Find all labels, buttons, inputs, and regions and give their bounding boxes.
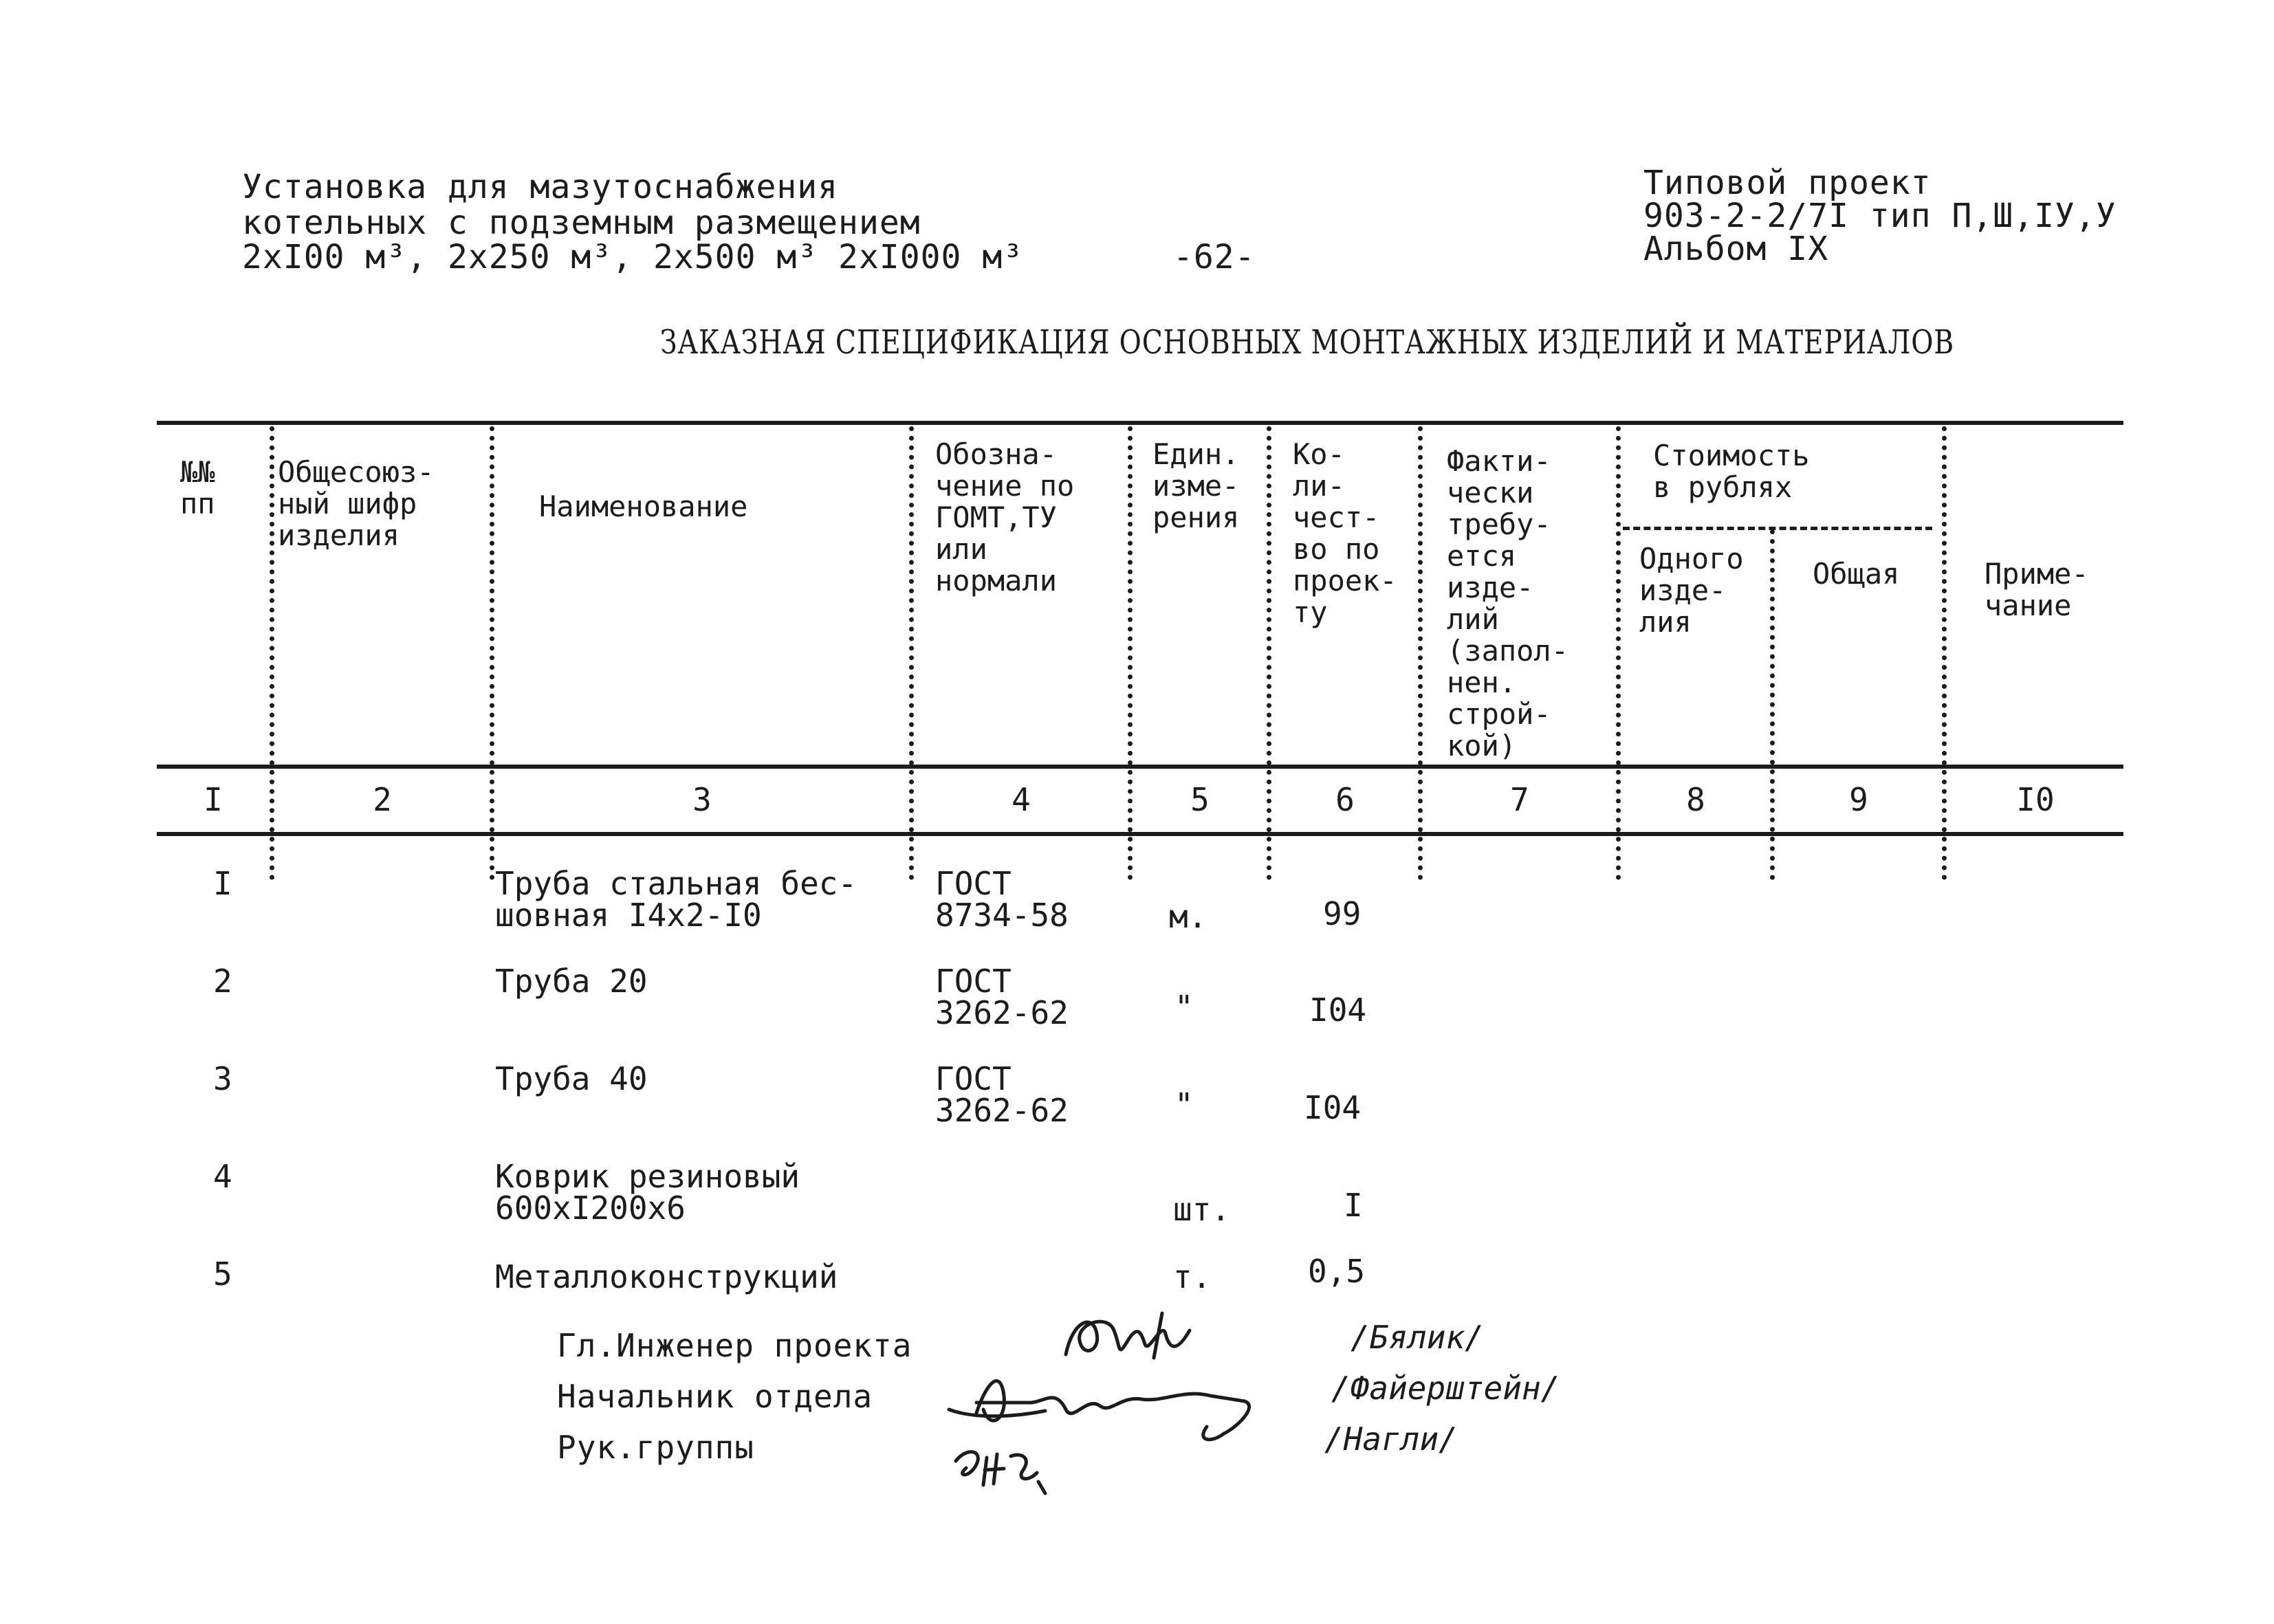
header-line-1: Установка для мазутоснабжения — [242, 168, 839, 206]
header-cost: Стоимость в рублях — [1653, 439, 1810, 504]
col-sep-1 — [270, 426, 274, 880]
row-1-num: I — [213, 865, 232, 902]
col-sep-4 — [1128, 426, 1133, 880]
row-2-unit: " — [1174, 989, 1194, 1026]
colnum-8: 8 — [1686, 781, 1705, 818]
header-qty-project: Ко- ли- чест- во по проек- ту — [1293, 437, 1397, 629]
row-5-unit: т. — [1173, 1258, 1212, 1295]
col-sep-6 — [1418, 426, 1423, 880]
signature-role-2: Начальник отдела — [557, 1378, 873, 1415]
row-3-unit: " — [1174, 1086, 1194, 1123]
signature-name-3: /Нагли/ — [1324, 1420, 1458, 1458]
row-4-qty: I — [1344, 1187, 1363, 1224]
header-standard: Обозна- чение по ГОМТ,ТУ или нормали — [935, 437, 1075, 597]
handwritten-signatures — [935, 1293, 1320, 1499]
row-1-unit: м. — [1169, 898, 1207, 935]
header-name: Наименование — [539, 490, 748, 523]
colnum-10: I0 — [2016, 781, 2055, 818]
col-sep-2 — [490, 426, 494, 880]
row-4-unit: шт. — [1173, 1191, 1231, 1228]
row-1-qty: 99 — [1323, 895, 1362, 932]
colnum-5: 5 — [1190, 781, 1210, 818]
page-number: -62- — [1173, 238, 1256, 276]
project-line-2: 903-2-2/7I тип П,Ш,IУ,У — [1643, 197, 2117, 235]
colnum-3: 3 — [692, 781, 712, 818]
row-2-standard: ГОСТ 3262-62 — [935, 963, 1069, 1031]
header-cost-total: Общая — [1813, 557, 1900, 591]
colnum-9: 9 — [1849, 781, 1868, 818]
col-sep-8 — [1770, 529, 1775, 880]
signature-role-1: Гл.Инженер проекта — [557, 1327, 912, 1364]
row-1-standard: ГОСТ 8734-58 — [935, 865, 1069, 934]
colnum-bottom-rule — [157, 832, 2123, 836]
table-top-rule — [157, 421, 2123, 425]
colnum-1: I — [204, 781, 223, 818]
col-sep-7 — [1616, 426, 1621, 880]
row-2-name: Труба 20 — [495, 963, 648, 1000]
row-5-num: 5 — [213, 1255, 232, 1293]
header-bottom-rule — [157, 765, 2123, 769]
document-title: ЗАКАЗНАЯ СПЕЦИФИКАЦИЯ ОСНОВНЫХ МОНТАЖНЫХ ИЗДЕЛИЙ И МАТЕРИАЛОВ — [660, 323, 1955, 362]
signature-role-3: Рук.группы — [557, 1429, 754, 1466]
colnum-4: 4 — [1012, 781, 1031, 818]
row-4-num: 4 — [213, 1158, 232, 1195]
row-4-name: Коврик резиновый 600хI200х6 — [495, 1158, 800, 1227]
colnum-7: 7 — [1510, 781, 1529, 818]
row-1-name: Труба стальная бес- шовная I4х2-I0 — [495, 865, 857, 934]
row-2-num: 2 — [213, 963, 232, 1000]
header-num: №№ пп — [180, 455, 215, 520]
header-cost-unit: Одного изде- лия — [1639, 542, 1744, 639]
row-3-name: Труба 40 — [495, 1060, 648, 1097]
header-line-3: 2хI00 м³, 2х250 м³, 2х500 м³ 2хI000 м³ — [242, 238, 1024, 276]
row-2-qty: I04 — [1309, 991, 1367, 1029]
header-code: Общесоюз- ный шифр изделия — [278, 455, 435, 552]
header-unit: Един. изме- рения — [1152, 437, 1240, 534]
colnum-6: 6 — [1335, 781, 1355, 818]
row-3-num: 3 — [213, 1060, 232, 1097]
cost-subheader-rule — [1623, 527, 1932, 530]
project-line-1: Типовой проект — [1643, 164, 1932, 202]
signature-name-2: /Файерштейн/ — [1331, 1370, 1560, 1407]
col-sep-5 — [1267, 426, 1271, 880]
colnum-2: 2 — [373, 781, 392, 818]
header-line-2: котельных с подземным размещением — [242, 204, 921, 242]
header-note: Приме- чание — [1985, 557, 2089, 622]
row-3-standard: ГОСТ 3262-62 — [935, 1060, 1069, 1129]
col-sep-9 — [1942, 426, 1947, 880]
row-5-name: Металлоконструкций — [495, 1258, 838, 1295]
signature-name-1: /Бялик/ — [1351, 1319, 1484, 1356]
col-sep-3 — [909, 426, 914, 880]
row-5-qty: 0,5 — [1308, 1253, 1366, 1290]
row-3-qty: I04 — [1304, 1089, 1362, 1126]
header-qty-actual: Факти- чески требу- ется изде- лий (запол- нен. строй- кой) — [1447, 444, 1569, 762]
project-line-3: Альбом IX — [1643, 230, 1829, 268]
